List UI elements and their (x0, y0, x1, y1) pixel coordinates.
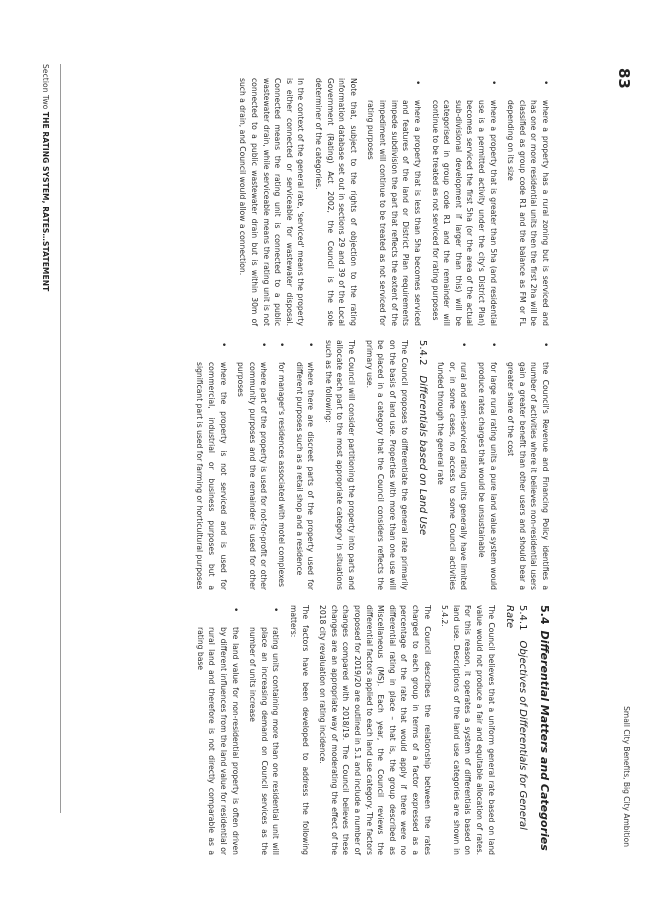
section-number: 5.4 (538, 605, 551, 625)
column-2 (188, 340, 551, 590)
list-item: • for manager's residences associated with motel complexes (275, 340, 287, 590)
page-footer: Small City Benefits, Big City Ambition (622, 706, 631, 847)
bullet-list (435, 340, 551, 590)
list-item: • rural and semi-serviced rating units generally have limited or, in some cases, no access to some Council activities funded through the general rate (435, 340, 470, 590)
section-heading (537, 605, 551, 855)
paragraph: Note that, subject to the rights of objection to the rating information database set out in sections 29 and 39 of the Local Government (Rating) Act 2002, the Council is the sole determiner of the categories. (314, 78, 358, 326)
list-item: • where a property has a rural zoning but is serviced and has one or more residential units then the first 2ha will be classified as group code R1 and the balance as FM or FL depending on its size (505, 78, 551, 326)
list-item: • where a property that is greater than 5ha (and residential use is a permitted activity under the city's District Plan) becomes serviced the first 5ha (or the area of the actual sub-divisional development if larger than this) will be categorised in group code R1 and the remainder will continue to be treated as not serviced for rating purposes (429, 78, 499, 326)
list-item: • where the property is not serviced and is used for commercial, industrial or business purposes but a significant part is used for farming or horticultural purposes (194, 340, 229, 590)
subsection-number: 5.4.2 (416, 340, 428, 366)
page-number: 83 (615, 68, 633, 89)
subsection-heading-text: Objectives of Differentials for General Rate (503, 605, 528, 830)
bullet-list (194, 605, 281, 855)
subsection-heading-5-4-2 (416, 340, 429, 590)
list-item: • for large rural rating units a pure land value system would produce rates charges that would be unsustainable (475, 340, 498, 590)
paragraph: The Council proposes to differentiate the general rate primarily on the basis of land use. Properties with more than one use will be placed in a category that the Council considers reflects the primary use. (364, 340, 409, 590)
section-heading-text: Differential Matters and Categories (538, 630, 551, 851)
section-prefix: Section Two (41, 64, 50, 110)
paragraph: The Council will consider partitioning the property into parts and allocate each part to the most appropriate category in situations such as the following: (323, 340, 357, 590)
bullet-list (365, 78, 551, 326)
subsection-heading-text: Differentials based on Land Use (416, 375, 428, 536)
header-rule (60, 64, 61, 813)
list-item: • the land value for non-residential property is often driven by different influences from the land value for residential or rural land and therefore is not directly comparable as a rating base (194, 605, 240, 855)
column-3 (231, 78, 551, 326)
list-item: • where part of the property is used for not-for-profit or other community purposes and the remainder is used for other purposes (235, 340, 270, 590)
list-item: • rating units containing more than one residential unit will place an increasing demand on Council services as the number of units increase (247, 605, 282, 855)
running-header (41, 64, 50, 291)
list-item: • the Council's Revenue and Financing Policy identifies a number of activities where it believes non-residential users gain a greater benefit than other users and should bear a greater share of the cost (505, 340, 551, 590)
list-item: • where there are discreet parts of the property used for different purposes such as a retail shop and a residence (293, 340, 316, 590)
list-item: • where a property that is less than 5ha becomes serviced and features of the land or District Plan requirements impede subdivision the part that reflects the extent of the impediment will continue to be treated as not serviced for rating purposes (365, 78, 423, 326)
bullet-list (194, 340, 316, 590)
subsection-number: 5.4.1 (516, 605, 528, 631)
column-1 (188, 605, 551, 855)
paragraph: In the context of the general rate, 'serviced' means the property is either connected or serviceable for wastewater disposal. Connected means the rating unit is connected to a public wastewater drain, while serviceable means the rating unit is not connected to a public wastewater drain but is within 30m of such a drain, and Council would allow a connection. (238, 78, 306, 326)
paragraph: The Council describes the relationship between the rates charged to each group in terms of a factor expressed as a percentage of the rate that would apply if there were no differential rating in place – that is, the group described as Miscellaneous (MS). Each year, the Council reviews the differential factors applied to each land use category. The factors proposed for 2019/20 are outlined in 5.1 and include a number of changes compared with 2018/19. The Council believes these changes are an appropriate way of moderating the effect of the 2018 city revaluation on rating incidence. (318, 605, 432, 855)
paragraph: The factors have been developed to address the following matters: (288, 605, 310, 855)
paragraph: The Council believes that a uniform general rate based on land value would not produce a fair and equitable allocation of rates. For this reason, it operates a system of differentials based on land use. Descriptions of the land use categories are shown in 5.4.2. (440, 605, 496, 855)
subsection-heading-5-4-1 (503, 605, 529, 855)
section-title: THE RATING SYSTEM, RATES…STATEMENT (41, 111, 50, 292)
